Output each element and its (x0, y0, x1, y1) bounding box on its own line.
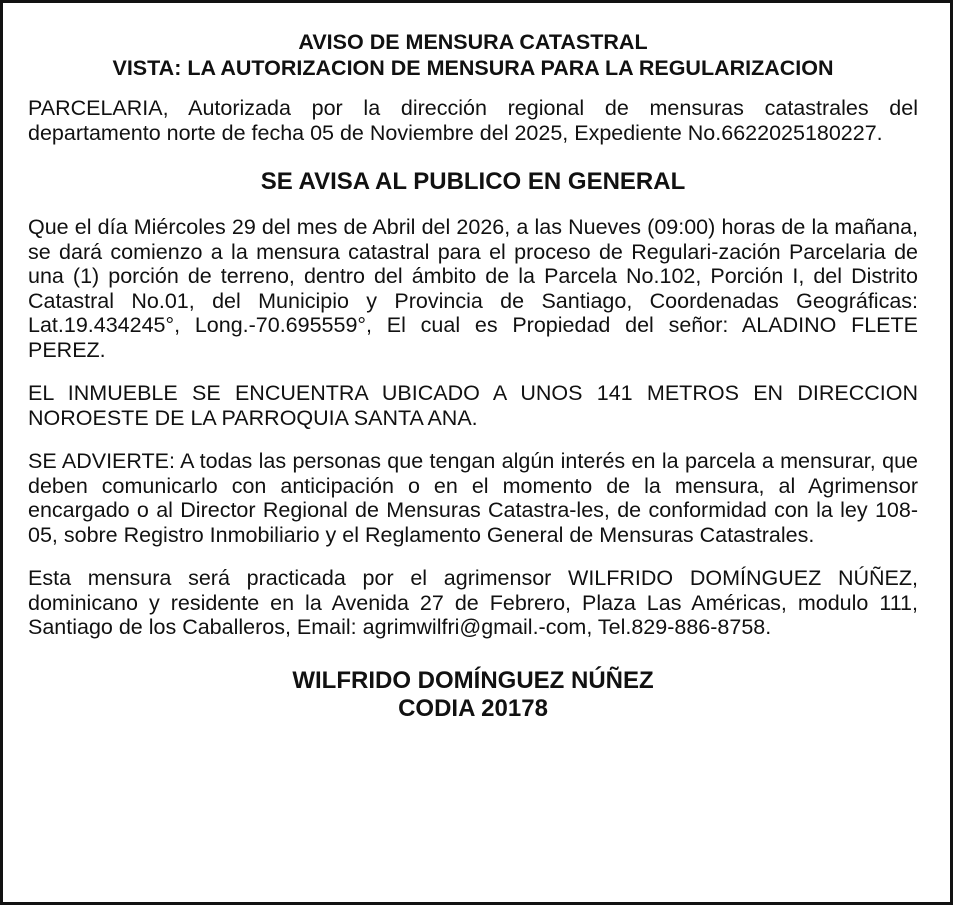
title-line-1: AVISO DE MENSURA CATASTRAL (298, 30, 648, 54)
survey-date-paragraph: Que el día Miércoles 29 del mes de Abril del 2026, a las Nueves (09:00) horas de la mañana, se dará comienzo a la mensura catastral para el proceso de Regulari-zación Parcelaria de una (1) porción de terreno, dentro del ámbito de la Parcela No.102, Porción I, del Distrito Catastral No.01, del Municipio y Provincia de Santiago, Coordenadas Geográficas: Lat.19.434245°, Long.-70.695559°, El cual es Propiedad del señor: ALADINO FLETE PEREZ. (28, 215, 918, 362)
surveyor-paragraph: Esta mensura será practicada por el agrimensor WILFRIDO DOMÍNGUEZ NÚÑEZ, dominicano y residente en la Avenida 27 de Febrero, Plaza Las Américas, modulo 111, Santiago de los Caballeros, Email: agrimwilfri@gmail.-com, Tel.829-886-8758. (28, 566, 918, 639)
signature-codia: CODIA 20178 (398, 694, 548, 722)
property-location-paragraph: EL INMUEBLE SE ENCUENTRA UBICADO A UNOS 141 METROS EN DIRECCION NOROESTE DE LA PARROQUIA SANTA ANA. (28, 381, 918, 430)
signature-name: WILFRIDO DOMÍNGUEZ NÚÑEZ (292, 666, 654, 694)
intro-paragraph: PARCELARIA, Autorizada por la dirección regional de mensuras catastrales del departamento norte de fecha 05 de Noviembre del 2025, Expediente No.6622025180227. (28, 96, 918, 145)
title-line-2: VISTA: LA AUTORIZACION DE MENSURA PARA LA REGULARIZACION (112, 56, 834, 80)
warning-paragraph: SE ADVIERTE: A todas las personas que tengan algún interés en la parcela a mensurar, que deben comunicarlo con anticipación o en el momento de la mensura, al Agrimensor encargado o al Director Regional de Mensuras Catastra-les, de conformidad con la ley 108-05, sobre Registro Inmobiliario y el Reglamento General de Mensuras Catastrales. (28, 449, 918, 547)
notice-title (28, 29, 918, 81)
public-notice-title: SE AVISA AL PUBLICO EN GENERAL (260, 168, 686, 195)
